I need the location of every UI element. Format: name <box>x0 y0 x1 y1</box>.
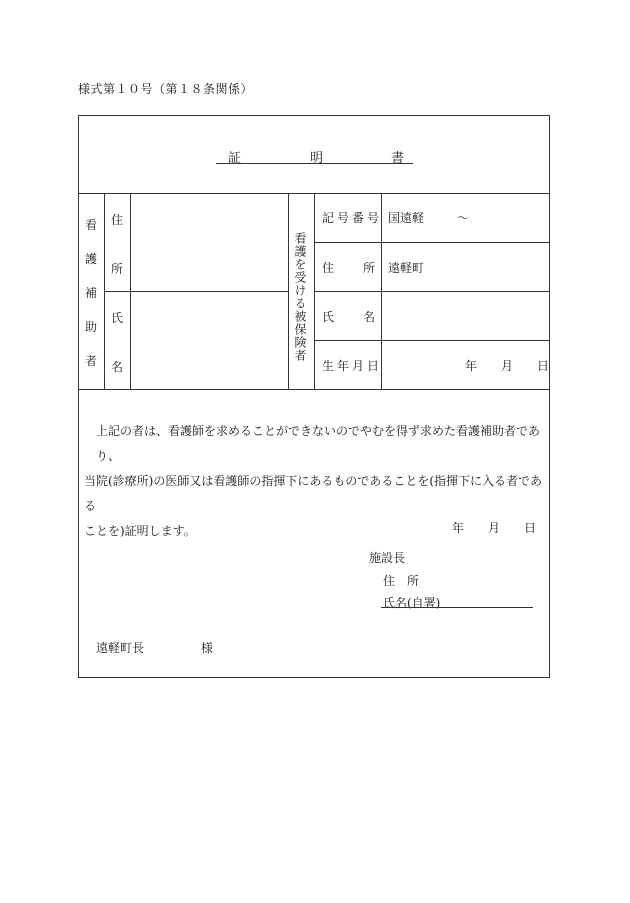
birthdate-year-unit: 年 <box>465 359 478 373</box>
certification-day-unit: 日 <box>524 521 537 535</box>
divider-insured-row-2 <box>314 291 550 292</box>
facility-name-label: 氏名(自署) <box>383 596 441 610</box>
symbol-number-value[interactable]: 国遠軽 <box>388 211 425 225</box>
insured-address-label-char-2: 所 <box>363 261 376 275</box>
form-number: 様式第１０号（第１８条関係） <box>78 82 254 96</box>
aide-label-char-2: 護 <box>85 252 98 266</box>
divider-insured-row-3 <box>314 340 550 341</box>
aide-label-char-4: 助 <box>85 320 98 334</box>
insured-address-label-char-1: 住 <box>322 261 335 275</box>
insured-name-label-char-2: 名 <box>363 310 376 324</box>
certification-line-3: ことを)証明します。 <box>84 524 196 538</box>
document-title <box>216 147 413 164</box>
addressee-recipient: 遠軽町長 <box>96 641 145 655</box>
certification-line-1: 上記の者は、看護師を求めることができないのでやむを得ず求めた看護補助者であり、 <box>96 424 541 463</box>
aide-name-label-char-2: 名 <box>111 360 124 374</box>
divider-insured-row-1 <box>314 242 550 243</box>
aide-name-label-char-1: 氏 <box>111 311 124 325</box>
signature-line[interactable] <box>381 607 533 608</box>
certification-month-unit: 月 <box>488 521 501 535</box>
facility-head-label: 施設長 <box>369 551 406 565</box>
certification-statement <box>84 419 546 544</box>
facility-address-label-char-1: 住 <box>383 574 396 588</box>
title-char-1: 証 <box>228 151 242 166</box>
certification-line-2: 当院(診療所)の医師又は看護師の指揮下にあるものであることを(指揮下に入る者である <box>84 474 543 513</box>
divider-aide-rows <box>104 291 288 292</box>
aide-label-char-3: 補 <box>85 286 98 300</box>
symbol-number-label: 記号番号 <box>322 211 383 225</box>
facility-address-label-char-2: 所 <box>407 574 420 588</box>
birthdate-day-unit: 日 <box>537 359 550 373</box>
aide-address-label-char-2: 所 <box>111 262 124 276</box>
insured-name-label-char-1: 氏 <box>322 310 335 324</box>
title-char-3: 書 <box>391 151 405 166</box>
insured-address-value[interactable]: 遠軽町 <box>388 261 425 275</box>
divider-aide-values <box>288 193 289 389</box>
birthdate-label: 生年月日 <box>322 359 383 373</box>
symbol-number-range: ～ <box>457 211 470 225</box>
birthdate-month-unit: 月 <box>501 359 514 373</box>
insured-group-label: 看護を受ける被保険者 <box>293 232 307 362</box>
aide-address-label-char-1: 住 <box>111 213 124 227</box>
title-char-2: 明 <box>310 151 324 166</box>
certification-year-unit: 年 <box>452 521 465 535</box>
aide-label-char-5: 者 <box>85 354 98 368</box>
table-bottom-border <box>78 389 550 390</box>
addressee-honorific: 様 <box>201 641 214 655</box>
aide-label-char-1: 看 <box>85 218 98 232</box>
